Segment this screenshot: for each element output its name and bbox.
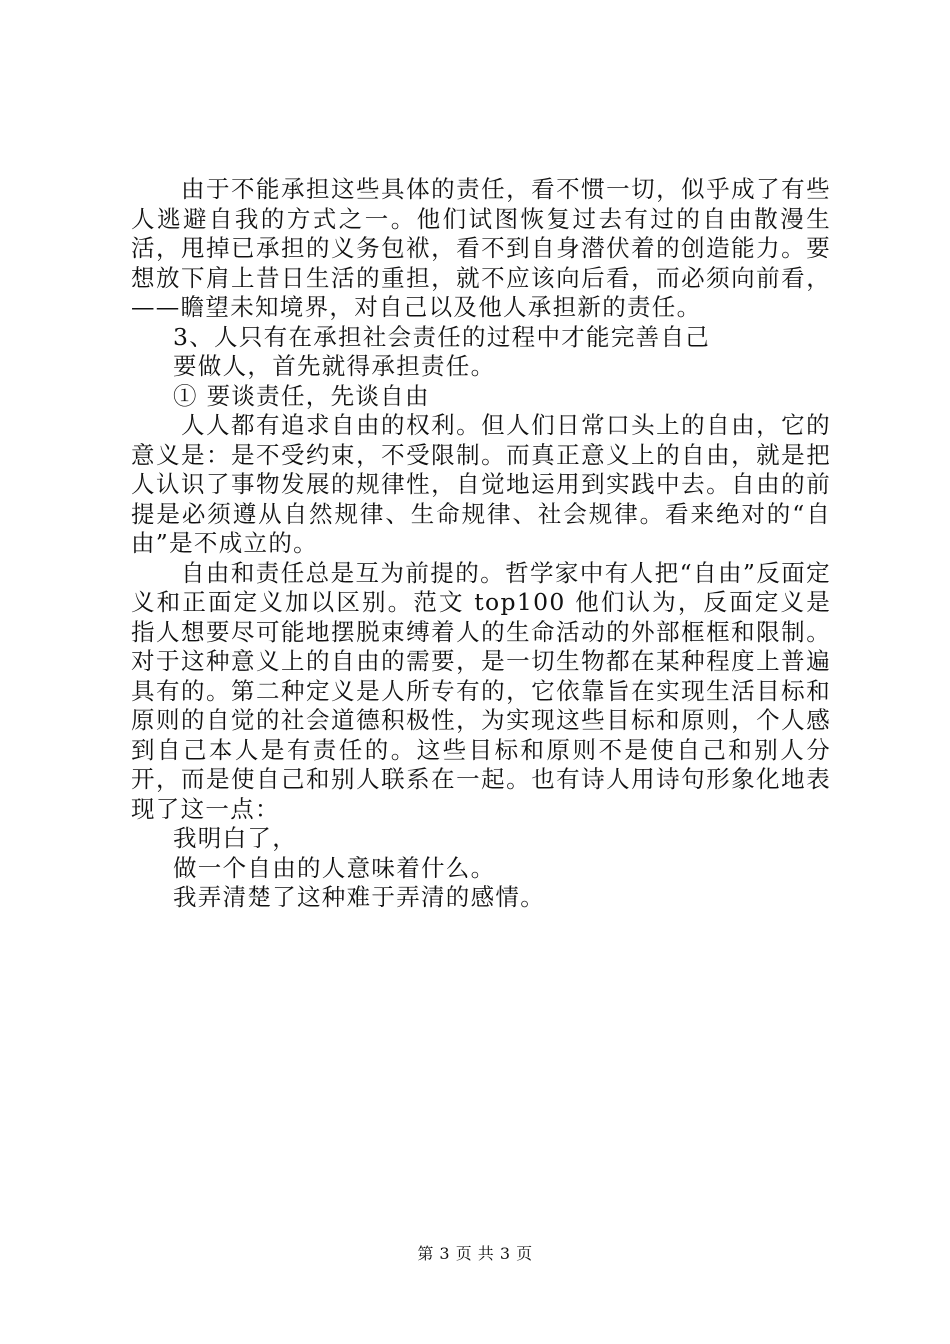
document-body bbox=[131, 175, 831, 913]
section-heading-3: 3、人只有在承担社会责任的过程中才能完善自己 bbox=[173, 322, 711, 351]
poem-line-3: 我弄清楚了这种难于弄清的感情。 bbox=[173, 883, 545, 911]
paragraph-responsibility-escape: 由于不能承担这些具体的责任，看不惯一切，似乎成了有些人逃避自我的方式之一。他们试图恢复过去有过的自由散漫生活，甩掉已承担的义务包袱，看不到自身潜伏着的创造能力。要想放下肩上昔日生活的重担，就不应该向后看，而必须向前看，——瞻望未知境界，对自己以及他人承担新的责任。 bbox=[131, 175, 831, 321]
poem-line-2: 做一个自由的人意味着什么。 bbox=[173, 853, 496, 882]
poem-line-1: 我明白了， bbox=[173, 824, 297, 852]
page-number-footer: 第 3 页 共 3 页 bbox=[417, 1244, 533, 1263]
paragraph-freedom-and-responsibility: 自由和责任总是互为前提的。哲学家中有人把“自由”反面定义和正面定义加以区别。范文 top100 他们认为，反面定义是指人想要尽可能地摆脱束缚着人的生命活动的外部框框和限制。对于这种意义上的自由的需要，是一切生物都在某种程度上普遍具有的。第二种定义是人所专有的，它依靠旨在实现生活目标和原则的自觉的社会道德积极性，为实现这些目标和原则，个人感到自己本人是有责任的。这些目标和原则不是使自己和别人分开，而是使自己和别人联系在一起。也有诗人用诗句形象化地表现了这一点： bbox=[131, 558, 831, 823]
subheading-freedom: ① 要谈责任，先谈自由 bbox=[173, 381, 430, 410]
paragraph-right-to-freedom: 人人都有追求自由的权利。但人们日常口头上的自由，它的意义是：是不受约束，不受限制。而真正意义上的自由，就是把人认识了事物发展的规律性，自觉地运用到实践中去。自由的前提是必须遵从自然规律、生命规律、社会规律。看来绝对的“自由”是不成立的。 bbox=[131, 411, 831, 557]
paragraph-be-human: 要做人，首先就得承担责任。 bbox=[173, 352, 496, 380]
